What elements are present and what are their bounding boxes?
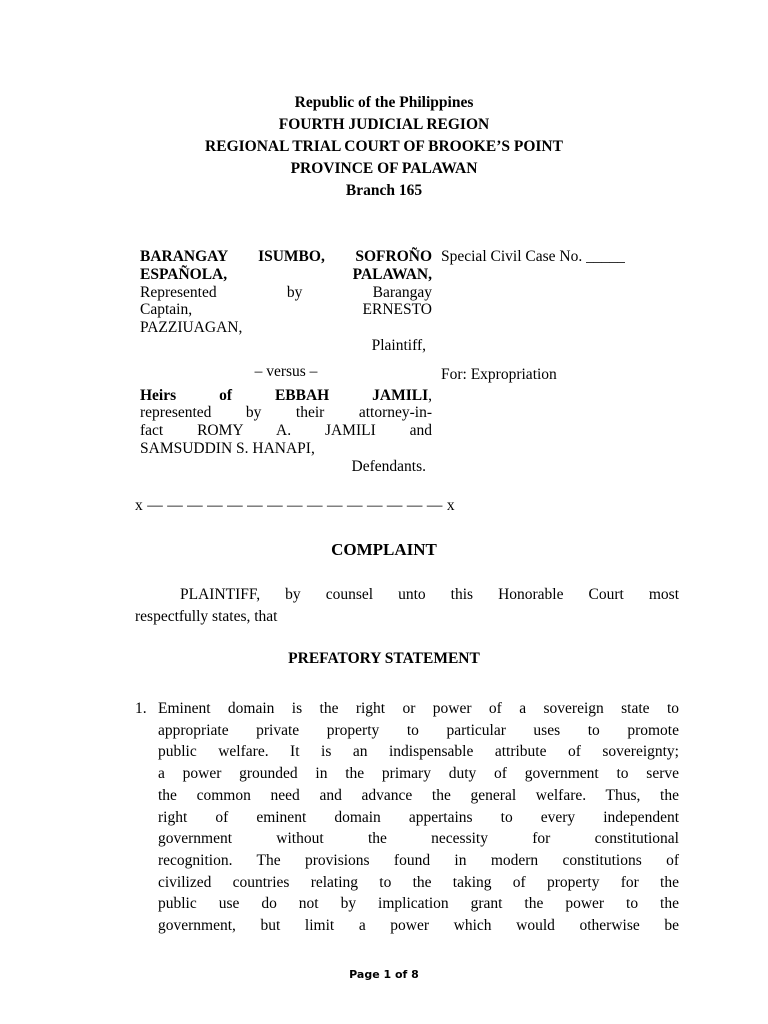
paragraph-line: public welfare. It is an indispensable attribute of sovereignty;: [158, 743, 679, 761]
caption-parties: [140, 248, 432, 476]
defendant-comma: ,: [428, 386, 432, 404]
defendant-role: Defendants.: [351, 457, 426, 475]
document-title: COMPLAINT: [331, 540, 437, 559]
defendant-line3: fact ROMY A. JAMILI and: [140, 422, 432, 440]
defendant-line1: [140, 387, 432, 405]
defendant-line4: SAMSUDDIN S. HANAPI,: [140, 439, 315, 457]
paragraph-line: right of eminent domain appertains to every independent: [158, 808, 679, 826]
plaintiff-name-line2: ESPAÑOLA, PALAWAN,: [140, 265, 432, 283]
header-trial-court: REGIONAL TRIAL COURT OF BROOKE’S POINT: [205, 138, 563, 155]
plaintiff-rep-line3: PAZZIUAGAN,: [140, 319, 243, 337]
paragraph-line: a power grounded in the primary duty of government to serve: [158, 765, 679, 783]
defendant-heirs: Heirs of EBBAH JAMILI: [140, 386, 429, 404]
intro-line1: PLAINTIFF, by counsel unto this Honorable Court most: [180, 586, 679, 603]
paragraph-line: government without the necessity for constitutional: [158, 830, 679, 848]
paragraph-line: government, but limit a power which would otherwise be: [158, 917, 679, 935]
case-nature: For: Expropriation: [441, 366, 557, 383]
header-republic: Republic of the Philippines: [294, 94, 474, 111]
defendant-line2: represented by their attorney-in-: [140, 404, 432, 422]
page-number: Page 1 of 8: [349, 968, 419, 981]
case-number: Special Civil Case No. _____: [441, 248, 625, 265]
paragraph-line: the common need and advance the general welfare. Thus, the: [158, 786, 679, 804]
case-caption: [140, 248, 440, 476]
plaintiff-name-line1: BARANGAY ISUMBO, SOFROÑO: [140, 248, 432, 265]
plaintiff-rep-line1: Represented by Barangay: [140, 283, 432, 301]
caption-rule: x — — — — — — — — — — — — — — — x: [135, 497, 455, 514]
intro-paragraph: [135, 584, 679, 628]
versus-label: – versus –: [254, 362, 318, 380]
paragraph-line: appropriate private property to particular uses to promote: [158, 721, 679, 739]
header-province: PROVINCE OF PALAWAN: [290, 160, 478, 177]
plaintiff-role: Plaintiff,: [371, 336, 426, 354]
paragraph-line: Eminent domain is the right or power of a sovereign state to: [158, 700, 679, 717]
paragraph-line: public use do not by implication grant the power to the: [158, 895, 679, 913]
plaintiff-rep-line2: Captain, ERNESTO: [140, 301, 432, 319]
court-header: [0, 92, 768, 202]
header-branch: Branch 165: [345, 182, 423, 199]
header-judicial-region: FOURTH JUDICIAL REGION: [278, 116, 490, 133]
paragraph-line: recognition. The provisions found in modern constitutions of: [158, 851, 679, 869]
numbered-paragraph: [135, 698, 679, 937]
paragraph-number: 1.: [135, 700, 147, 717]
section-heading: PREFATORY STATEMENT: [288, 650, 480, 667]
paragraph-line: civilized countries relating to the taking of property for the: [158, 873, 679, 891]
intro-line2: respectfully states, that: [135, 608, 278, 625]
paragraph-body: [158, 698, 679, 937]
